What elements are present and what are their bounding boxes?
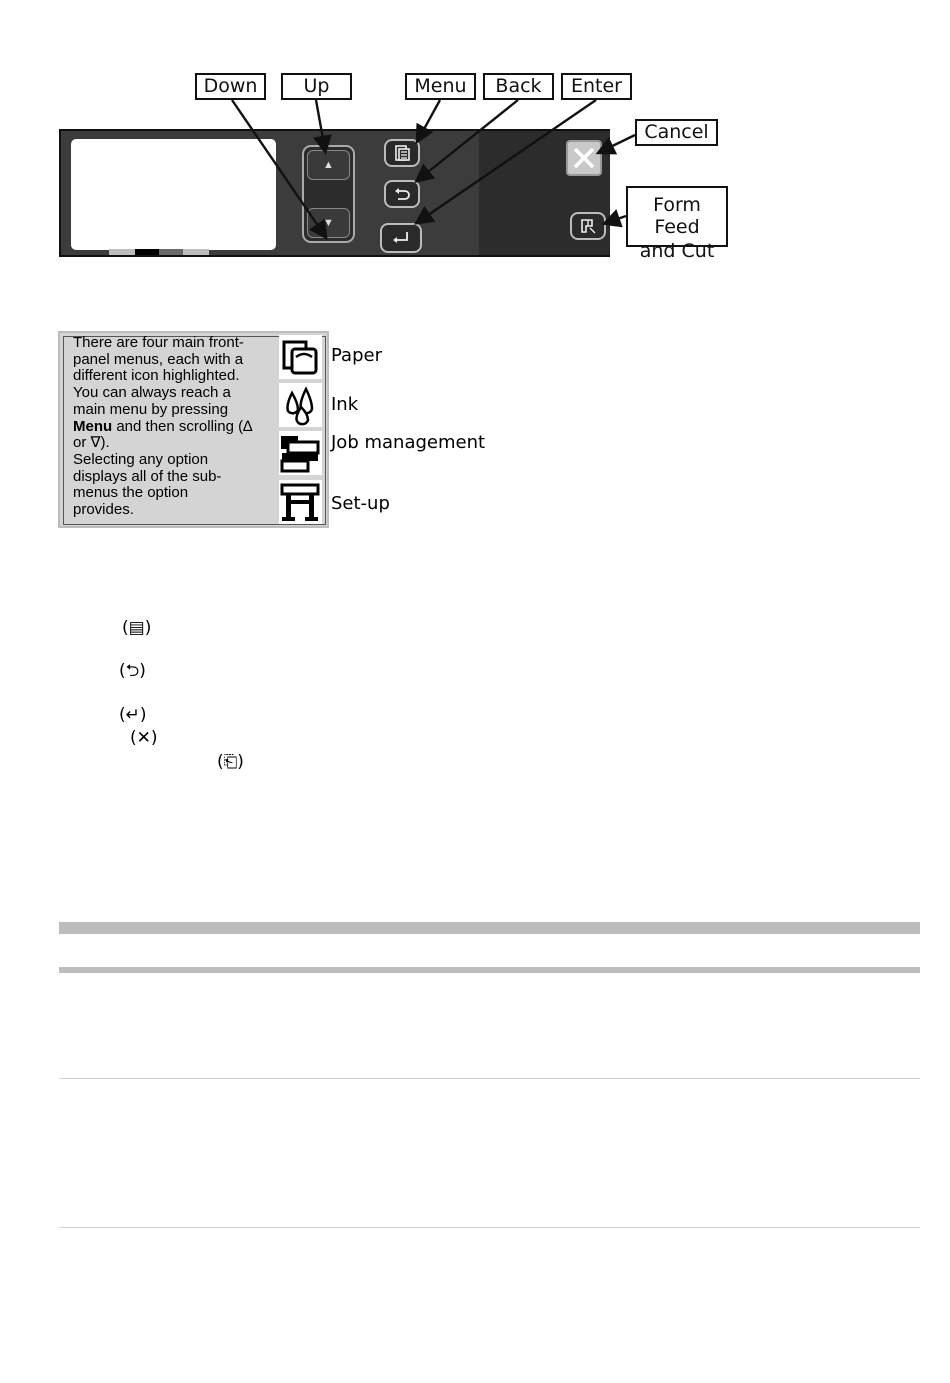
paper-icon bbox=[279, 335, 322, 379]
job-management-menu-icon-cell bbox=[279, 431, 322, 475]
down-arrow-icon: ▼ bbox=[323, 217, 334, 229]
ink-menu-icon-cell bbox=[279, 383, 322, 427]
setup-menu-icon-cell bbox=[279, 480, 322, 524]
back-callout: Back bbox=[483, 73, 554, 100]
menu-name-setup: Set-up bbox=[331, 493, 390, 514]
table-row-divider bbox=[59, 1227, 920, 1228]
up-callout: Up bbox=[281, 73, 352, 100]
ink-icon bbox=[279, 383, 322, 427]
table-header-bar bbox=[59, 922, 920, 934]
form-feed-key-glyph: (⎗) bbox=[217, 752, 244, 772]
menu-name-ink: Ink bbox=[331, 394, 359, 415]
up-arrow-icon: ▲ bbox=[323, 159, 334, 171]
menu-callout: Menu bbox=[405, 73, 476, 100]
setup-icon bbox=[279, 480, 322, 524]
form-feed-callout: Form Feed and Cut bbox=[626, 186, 728, 247]
menu-key-glyph: (▤) bbox=[122, 618, 152, 638]
cancel-key-glyph: (✕) bbox=[130, 728, 158, 748]
table-row-divider bbox=[59, 1078, 920, 1079]
menu-name-paper: Paper bbox=[331, 345, 382, 366]
down-callout: Down bbox=[195, 73, 266, 100]
legend-description: There are four main front- panel menus, each with a different icon highlighted. You can always reach a main menu by pressing Menu and then scrolling (∆ or ∇). Selecting any option displays all of the sub- menus the option provides. bbox=[73, 334, 253, 519]
table-header-rule bbox=[59, 967, 920, 973]
paper-menu-icon-cell bbox=[279, 335, 322, 379]
job-management-icon bbox=[279, 431, 322, 475]
back-key-glyph: (⮌) bbox=[119, 661, 146, 681]
callout-leader-lines bbox=[0, 0, 950, 300]
menu-name-job-management: Job management bbox=[331, 432, 486, 453]
enter-key-glyph: (↵) bbox=[119, 705, 147, 725]
enter-callout: Enter bbox=[561, 73, 632, 100]
cancel-callout: Cancel bbox=[635, 119, 718, 146]
